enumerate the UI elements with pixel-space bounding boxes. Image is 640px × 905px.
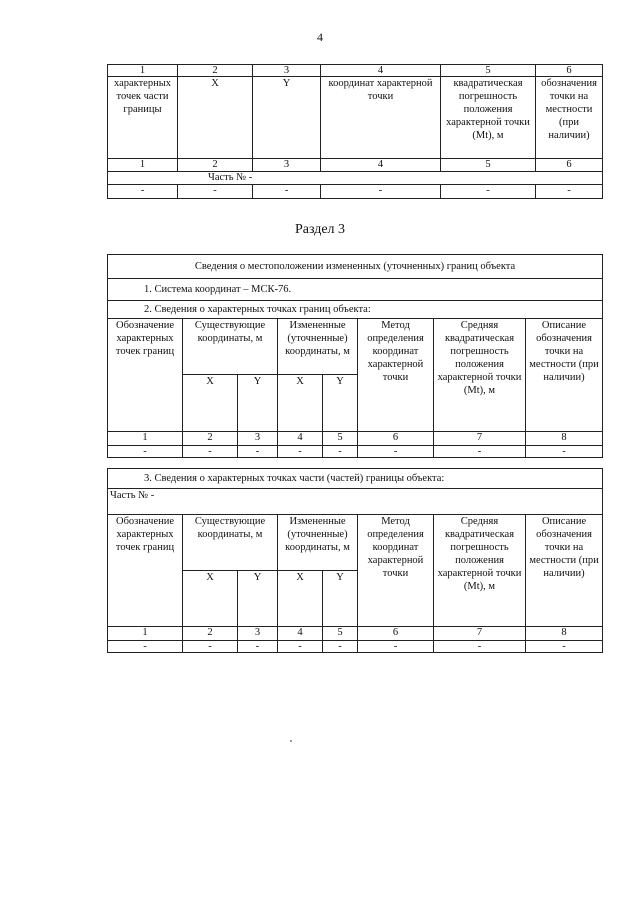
column-number: 6 xyxy=(536,159,603,172)
column-header-description: обозначения точки на местности (при наличии) xyxy=(536,77,603,159)
column-number: 3 xyxy=(253,159,321,172)
column-header-description: Описание обозначения точки на местности (при наличии) xyxy=(526,515,603,627)
table-row xyxy=(108,446,603,458)
table-row xyxy=(108,185,603,199)
column-number: 7 xyxy=(434,432,526,446)
column-number: 4 xyxy=(278,432,323,446)
column-header-point-designation: характерных точек части границы xyxy=(108,77,178,159)
column-number: 1 xyxy=(108,65,178,77)
column-number: 6 xyxy=(536,65,603,77)
table-header-row xyxy=(108,77,603,159)
column-number: 5 xyxy=(323,627,358,641)
points-title-row xyxy=(108,301,603,319)
column-header-x: X xyxy=(183,571,238,627)
empty-cell: - xyxy=(321,185,441,199)
empty-cell: - xyxy=(108,446,183,458)
column-header-changed-coordinates: Измененные (уточненные) координаты, м xyxy=(278,515,358,571)
part-row xyxy=(108,489,603,515)
column-header-error: Средняя квадратическая погрешность положения характерной точки (Mt), м xyxy=(434,319,526,432)
column-number: 2 xyxy=(178,65,253,77)
empty-cell: - xyxy=(323,446,358,458)
column-header-x: X xyxy=(278,571,323,627)
empty-cell: - xyxy=(178,185,253,199)
table-header-numbers-row xyxy=(108,65,603,77)
coord-system-row xyxy=(108,279,603,301)
column-number: 3 xyxy=(253,65,321,77)
column-number: 4 xyxy=(321,159,441,172)
empty-cell: - xyxy=(108,185,178,199)
column-number: 1 xyxy=(108,432,183,446)
empty-cell: - xyxy=(253,185,321,199)
table-header-row xyxy=(108,319,603,375)
column-header-y: Y xyxy=(323,375,358,432)
empty-cell: - xyxy=(358,641,434,653)
table-numbers-row xyxy=(108,159,603,172)
column-header-x: X xyxy=(278,375,323,432)
part-row xyxy=(108,172,603,185)
column-number: 1 xyxy=(108,159,178,172)
empty-cell: - xyxy=(526,446,603,458)
empty-cell: - xyxy=(323,641,358,653)
table-header-row xyxy=(108,515,603,571)
column-header-method: координат характерной точки xyxy=(321,77,441,159)
column-number: 5 xyxy=(323,432,358,446)
column-number: 2 xyxy=(183,627,238,641)
empty-cell: - xyxy=(238,446,278,458)
empty-cell: - xyxy=(278,446,323,458)
table-numbers-row xyxy=(108,627,603,641)
part-points-table xyxy=(107,468,603,653)
continuation-table xyxy=(107,64,603,199)
column-number: 6 xyxy=(358,432,434,446)
table-title-row xyxy=(108,469,603,489)
table-row xyxy=(108,641,603,653)
column-number: 2 xyxy=(183,432,238,446)
column-number: 3 xyxy=(238,627,278,641)
empty-cell: - xyxy=(183,446,238,458)
column-header-description: Описание обозначения точки на местности (при наличии) xyxy=(526,319,603,432)
column-number: 3 xyxy=(238,432,278,446)
empty-cell: - xyxy=(238,641,278,653)
column-header-y: Y xyxy=(323,571,358,627)
column-header-y: Y xyxy=(238,571,278,627)
column-header-error: Средняя квадратическая погрешность положения характерной точки (Mt), м xyxy=(434,515,526,627)
column-header-y: Y xyxy=(253,77,321,159)
empty-cell: - xyxy=(434,446,526,458)
column-header-y: Y xyxy=(238,375,278,432)
column-number: 4 xyxy=(321,65,441,77)
column-header-point-designation: Обозначение характерных точек границ xyxy=(108,319,183,432)
table-numbers-row xyxy=(108,432,603,446)
column-header-changed-coordinates: Измененные (уточненные) координаты, м xyxy=(278,319,358,375)
parts-title: 3. Сведения о характерных точках части (частей) границы объекта: xyxy=(108,469,603,489)
table-title: Сведения о местоположении измененных (уточненных) границ объекта xyxy=(108,255,603,279)
empty-cell: - xyxy=(536,185,603,199)
column-number: 2 xyxy=(178,159,253,172)
empty-cell: - xyxy=(278,641,323,653)
column-number: 5 xyxy=(441,65,536,77)
empty-cell: - xyxy=(183,641,238,653)
section-title: Раздел 3 xyxy=(294,222,346,237)
column-header-x: X xyxy=(178,77,253,159)
empty-cell: - xyxy=(526,641,603,653)
column-number: 7 xyxy=(434,627,526,641)
column-number: 4 xyxy=(278,627,323,641)
empty-cell: - xyxy=(441,185,536,199)
column-header-existing-coordinates: Существующие координаты, м xyxy=(183,319,278,375)
coordinate-system: 1. Система координат – МСК-76. xyxy=(108,279,603,301)
column-number: 6 xyxy=(358,627,434,641)
points-title: 2. Сведения о характерных точках границ объекта: xyxy=(108,301,603,319)
part-label: Часть № - xyxy=(108,489,603,515)
column-number: 5 xyxy=(441,159,536,172)
table-title-row xyxy=(108,255,603,279)
page-number: 4 xyxy=(317,30,323,44)
scan-speck xyxy=(290,740,292,742)
column-header-x: X xyxy=(183,375,238,432)
column-header-error: квадратическая погрешность положения характерной точки (Mt), м xyxy=(441,77,536,159)
column-header-point-designation: Обозначение характерных точек границ xyxy=(108,515,183,627)
column-header-method: Метод определения координат характерной точки xyxy=(358,515,434,627)
empty-cell: - xyxy=(358,446,434,458)
empty-cell: - xyxy=(108,641,183,653)
column-number: 1 xyxy=(108,627,183,641)
column-header-method: Метод определения координат характерной точки xyxy=(358,319,434,432)
column-header-existing-coordinates: Существующие координаты, м xyxy=(183,515,278,571)
column-number: 8 xyxy=(526,432,603,446)
empty-cell: - xyxy=(434,641,526,653)
boundary-points-table xyxy=(107,254,603,458)
part-label: Часть № - xyxy=(108,172,603,185)
column-number: 8 xyxy=(526,627,603,641)
